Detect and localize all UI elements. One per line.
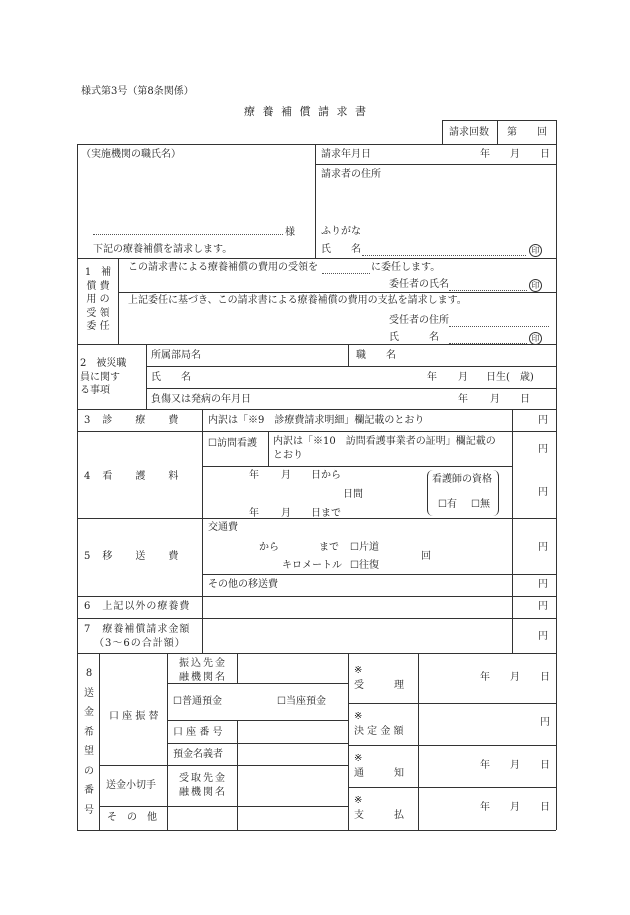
request-date-year: 年 [480, 149, 490, 160]
section5-yen-1: 円 [538, 542, 548, 553]
nursing-from-month: 月 [281, 470, 291, 481]
sama-label: 様 [285, 227, 295, 238]
injury-day: 日 [520, 394, 530, 405]
received-label: 受 理 [354, 680, 404, 691]
nursing-from-day: 日から [311, 470, 341, 481]
notice-day: 日 [540, 760, 550, 771]
receiving-bank-label: 受取先金 融機関名 [179, 773, 227, 798]
section6-yen: 円 [538, 601, 548, 612]
transport-from: から [259, 542, 279, 553]
notice-mark: ※ [354, 753, 363, 764]
section1-line1b: に委任します。 [371, 262, 441, 273]
section1-line2: 上記委任に基づき、この請求書による療養補償の費用の支払を請求します。 [128, 295, 467, 306]
nursing-from-year: 年 [249, 470, 259, 481]
other-method-label: そ の 他 [107, 812, 157, 823]
received-mark: ※ [354, 665, 363, 676]
remittance-check-label: 送金小切手 [106, 780, 156, 791]
injury-month: 月 [490, 394, 500, 405]
section4-yen-1: 円 [538, 444, 548, 455]
decided-yen: 円 [540, 717, 550, 728]
nurse-qualification-label: 看護師の資格 [432, 474, 492, 485]
delegatee-name-line[interactable] [449, 343, 527, 344]
nursing-to-day: 日まで [311, 508, 341, 519]
employee-name-label: 氏 名 [151, 372, 191, 383]
qualification-yes-checkbox[interactable]: ☐有 [438, 499, 457, 510]
claim-count-value[interactable]: 第 回 [507, 127, 547, 138]
section4-yen-2: 円 [538, 487, 548, 498]
delegatee-address-label: 受任者の住所 [389, 315, 449, 326]
section4-detail-b: とおり [273, 450, 303, 461]
section3-label: 3 診 療 費 [84, 415, 180, 426]
birth-year: 年 [427, 372, 437, 383]
section1-line1: この請求書による療養補償の費用の受領を [128, 262, 318, 273]
job-label: 職 名 [356, 350, 396, 361]
bank-name-label: 振込先金 融機関名 [179, 658, 227, 683]
account-transfer-label: 口 座 振 替 [109, 711, 159, 722]
delegatee-seal-icon: 印 [529, 332, 542, 345]
birth-month: 月 [458, 372, 468, 383]
section7-yen: 円 [538, 631, 548, 642]
section7-label-b: （3～6の合計額） [94, 638, 186, 649]
org-head-line[interactable] [93, 234, 283, 235]
notice-label: 通 知 [354, 768, 404, 779]
payment-year: 年 [480, 802, 490, 813]
nursing-days: 日間 [343, 489, 363, 500]
section2-label: 2 被災職 員に関す る事項 [80, 358, 127, 396]
ordinary-deposit-checkbox[interactable]: ☐普通預金 [173, 696, 222, 707]
roundtrip-checkbox[interactable]: ☐往復 [350, 560, 379, 571]
distance-km: キロメートル [282, 560, 342, 571]
transport-to: まで [319, 542, 339, 553]
injury-date-label: 負傷又は発病の年月日 [151, 394, 251, 405]
notice-year: 年 [480, 760, 490, 771]
furigana-label: ふりがな [321, 226, 361, 237]
org-head-label: （実施機関の職氏名） [81, 149, 181, 160]
delegator-name-line[interactable] [449, 290, 527, 291]
claimant-seal-icon: 印 [529, 244, 542, 257]
delegator-name-label: 委任者の氏名 [389, 279, 449, 290]
injury-year: 年 [458, 394, 468, 405]
delegatee-address-line[interactable] [449, 326, 549, 327]
payment-label: 支 払 [354, 810, 404, 821]
claimant-name-label: 氏 名 [321, 244, 361, 255]
delegator-seal-icon: 印 [529, 279, 542, 292]
claimant-name-line[interactable] [362, 255, 526, 256]
current-deposit-checkbox[interactable]: ☐当座預金 [277, 696, 326, 707]
payment-mark: ※ [354, 795, 363, 806]
section1-label: 1 補 償 費 用 の 受 領 委 任 [84, 267, 112, 332]
form-number: 様式第3号（第8条関係） [81, 86, 194, 97]
nursing-to-year: 年 [249, 508, 259, 519]
form-title: 療 養 補 償 請 求 書 [244, 105, 368, 118]
section3-yen: 円 [538, 415, 548, 426]
trip-count: 回 [421, 551, 431, 562]
section3-detail: 内訳は「※9 診療費請求明細」欄記載のとおり [208, 415, 425, 426]
payment-day: 日 [540, 802, 550, 813]
request-text: 下記の療養補償を請求します。 [93, 244, 233, 255]
section4-detail-a: 内訳は「※10 訪問看護事業者の証明」欄記載の [273, 436, 496, 447]
account-number-label: 口 座 番 号 [173, 727, 223, 738]
nursing-to-month: 月 [281, 508, 291, 519]
claimant-address-label: 請求者の住所 [321, 169, 381, 180]
transport-label: 交通費 [208, 522, 238, 533]
other-transport-label: その他の移送費 [208, 579, 278, 590]
decided-mark: ※ [354, 711, 363, 722]
section6-label: 6 上記以外の療養費 [84, 601, 191, 612]
claim-count-label: 請求回数 [449, 127, 489, 138]
section5-yen-2: 円 [538, 579, 548, 590]
section8-label: 8 送 金 希 望 の 番 号 [84, 668, 94, 816]
request-date-day: 日 [540, 149, 550, 160]
delegatee-name-label: 氏 名 [389, 332, 439, 343]
qualification-no-checkbox[interactable]: ☐無 [471, 499, 490, 510]
account-holder-label: 預金名義者 [173, 749, 223, 760]
received-day: 日 [540, 672, 550, 683]
decided-amount-label: 決 定 金 額 [354, 726, 404, 737]
request-date-month: 月 [510, 149, 520, 160]
delegate-target-line[interactable] [322, 273, 370, 274]
oneway-checkbox[interactable]: ☐片道 [350, 542, 379, 553]
section5-label: 5 移 送 費 [84, 551, 180, 562]
visit-nursing-checkbox[interactable]: ☐訪問看護 [208, 438, 257, 449]
received-year: 年 [480, 672, 490, 683]
section4-label: 4 看 護 料 [84, 471, 180, 482]
section7-label-a: 7 療養補償請求金額 [84, 624, 191, 635]
request-date-label: 請求年月日 [321, 149, 371, 160]
received-month: 月 [510, 672, 520, 683]
payment-month: 月 [510, 802, 520, 813]
birth-day-age: 日生( 歳) [486, 372, 534, 383]
dept-label: 所属部局名 [151, 350, 201, 361]
notice-month: 月 [510, 760, 520, 771]
